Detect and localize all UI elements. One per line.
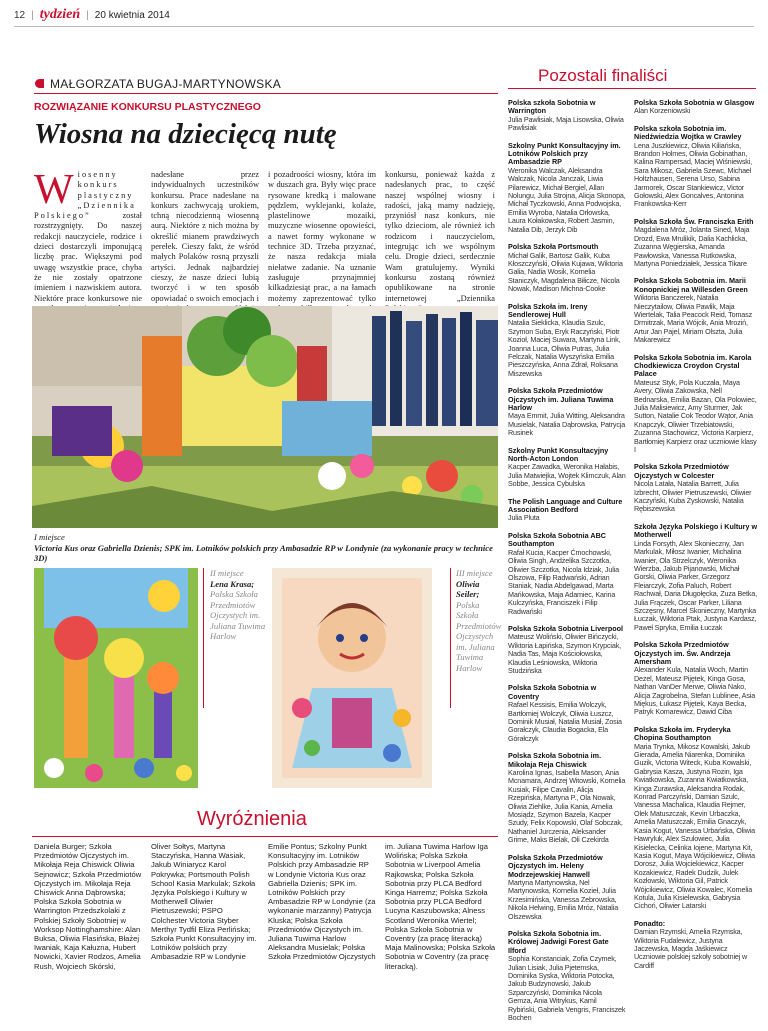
second-place-caption	[210, 568, 268, 642]
finalist-school-heading: Polska Szkoła Sobotnia im. Marii Konopnickiej na Willesden Green	[634, 276, 748, 294]
finalists-right-column	[634, 99, 758, 979]
finalist-names: Karolina Ignas, Isabella Mason, Ania Mcnamara, Andrzej Witowski, Kornelia Kusiak, Filipe Cavalin, Alicja Rzepińska, Martyna P., Ola Nowak, Oliwia Ziehlke, Julia Kania, Arnelia Mosiądz, Szymon Bazela, Kacper Szudy, Felix Kopowski, Olaf Sobczak, Nathaniel Jurczenia, Aleksander Grime, Maks Bielak, Oli Czekirda	[508, 768, 626, 845]
finalist-names: Magdalena Mróz, Jolanta Sined, Maja Drozd, Ewa Mrulikik, Dalia Kachlicka, Zuzanna Węgierska, Amanda Pawłowska, Vanessa Rutkowska, Martyna Poniedziałek, Jessica Tikare	[634, 225, 750, 268]
honors-title: Wyróżnienia	[197, 808, 307, 830]
finalist-names: Nicola Latała, Natalia Barrett, Julia Izbrecht, Oliwier Pietruszewski, Oliwier Kaczyński, Kuba Żyskowski, Natalia Rębiszewska	[634, 479, 752, 514]
finalist-names: Maria Trynka, Mikosz Kowalski, Jakub Gierada, Amelia Niarenka, Dominika Guzik, Victoria Witeck, Kuba Kowalski, Gabrysia Kasza, Justyna Rozin, Iga Kwiatkowska, Zuzanna Kwiatkowska, Kinga Zurawska, Aleksandra Rodak, Konrad Parczyński, Damian Szulc, Vanessa Machalica, Klaudia Rejmer, Olek Matuszczak, Kevin Urbaczka, Amelia Matuszczak, Emilia Gnaczyk, Kasia Kogut, Vanessa Urbańska, Oliwia Hawryluk, Alex Szulowiec, Julia Kisielecka, Celinka Iojene, Martyna Kit, Kasia Kogut, Maya Wójcikiewicz, Oliwia Dorosz, Julia Wojciekiewicz, Kacper Kozakiewicz, Radek Dudzik, Julek Kozłowski, Wiktoria Gil, Patrick Wójcikiewicz, Oliwia Kowalec, Kornelia Kotula, Julia Kisielewska, Gabrysia Cichoń, Oliwier Latarski	[634, 741, 755, 911]
finalist-names: Alexander Kula, Natalia Woch, Martin Dezel, Mateusz Pijętek, Kinga Gosa, Nathan VanDer Merwe, Oliwia Nako, Alicja Zagrobelna, Stefan Lublinee, Asia Miękus, Łukasz Pijętek, Kaya Becka, Patryk Komarewicz, Dawid Ciba	[634, 665, 756, 717]
finalist-school-heading: Polska szkoła Sobotnia im. Niedźwiedzia Wojtka w Crawley	[634, 123, 742, 142]
finalist-names: Mateusz Woliński, Oliwier Bińczycki, Wiktoria Łapińska, Szymon Krypciak, Nadia Tas, Maja Kościołowska, Klaudia Leśniowska, Wiktoria Studzińska	[508, 632, 621, 675]
newspaper-logo: tydzień	[39, 7, 81, 22]
finalist-school-heading: Polska Szkoła Sobotnia im. Karola Chodkiewicza Croydon Crystal Palace	[634, 352, 752, 379]
first-place-artwork	[32, 306, 498, 528]
finalists-left-column	[508, 99, 626, 1031]
honors-column-1: Daniela Burger; Szkoła Przedmiotów Ojczystych im. Mikołaja Reja Chiswick Oliwia Sejnowicz; Szkoła Przedmiotów Ojczystych im. Mikołaja Reja Chiswick Anna Dąbrowska; Polska Szkoła Sobotnia w Warrington Przedszkolaki z Polskiej Szkoły Sobotniej w Worksop Nottinghamshire: Alan Buksa, Oliwia Flasińska, Błażej Iwaniak, Kaja Kałuzna, Hubert Nowicki, Xavier Rodzos, Amelia Rush, Wojciech Skórski,	[34, 842, 142, 971]
honors-rule	[32, 836, 498, 837]
finalist-names: Sophia Konstanciak, Zofia Czymek, Julian Lisiak, Julia Pjetemska, Dominika Syska, Wiktoria Potocka, Jakub Budzynowski, Jakub Szparczyński, Dominika Nicola Gemza, Ania Witrykus, Kamil Rybiński, Gabriela Vengris, Franciszek Bochen	[508, 954, 626, 1022]
finalist-school-heading: Polska Szkoła Sobotnia im. Mikołaja Reja Chiswick	[508, 751, 602, 769]
finalist-school-heading: Polska Szkoła Sobotnia w Coventry	[508, 683, 597, 701]
finalist-school-heading: Polska Szkoła im. Fryderyka Chopina Southampton	[634, 724, 731, 743]
finalist-school-heading: Ponadto:	[634, 918, 666, 928]
page-header	[14, 6, 534, 24]
third-place-artwork	[34, 568, 198, 788]
finalist-names: Damian Rzymski, Amelia Rzymska, Wiktoria Fudalewicz, Justyna Jaczewska, Magda Jaśkiewicz Uczniowie polskiej szkoły sobotniej w Cardiff	[634, 927, 748, 970]
column-1-text: został rozstrzygnięty. Do naszej redakcji nauczyciele, rodzice i dzieci dostarczyli imponującą liczbę prac. Większymi pod uwagę wszystkie prace, chyba że nie zostały opatrzone imieniem i nazwiskiem autora. Niektóre prace konkursowe nie	[34, 211, 142, 303]
honors-column-3: Emilie Pontus; Szkolny Punkt Konsultacyjny im. Lotników Polskich przy Ambasadzie RP w Londynie Victoria Kus oraz Gabriella Dzienis; SPK im. Lotników Polskich przy Ambasadzie RP w Londynie (za wykonanie marzanny) Patrycja Kluska; Polska Szkoła Przedmiotów Ojczystych im. Juliana Tuwima Harlow Aleksandra Musielak; Polska Szkoła Przedmiotów Ojczystych	[268, 842, 376, 962]
section-label: ROZWIĄZANIE KONKURSU PLASTYCZNEGO	[34, 101, 261, 113]
finalist-names: Martyna Martynowska, Nel Martynowska, Kornelia Kozieł, Julia Krzesimińska, Vanessa Zebrowska, Nikola Helwing, Emilia Mróz, Natalia Olszewska	[508, 877, 619, 921]
finalist-names: Mateusz Styk, Pola Kuczała, Maya Avery, Oliwia Zakowska, Nell Bednarska, Emilia Bazan, Ola Polowiec, Julia Malisiewicz, Amy Sturmer, Jak Sutton, Natalie Cok Teodor Wątor, Ania Knapczyk, Oliwier Trzebiatowski, Zuzanna Stachowicz, Victoria Karpierz, Bartłomiej Karpierz oraz uczniowie klasy I	[634, 377, 757, 455]
finalist-names: Rafael Kessisis, Emilia Wolczyk, Bartłomiej Wolczyk, Oliwia Łuszcz, Dominik Musiał, Natalia Musiał, Zosia Gorałczyk, Claudia Bogacka, Ela Górałczyk	[508, 700, 622, 743]
finalist-names: Rafał Kucia, Kacper Ćmochowski, Oliwia Singh, Andżelika Szczotka, Oliwier Szczotka, Nicola Idziak, Julia Olszowa, Filip Radwański, Adrian Staniak, Nadia Abdelgawad, Marta Mańkowska, Maja Adamiec, Karina Kulczyńska, Franciszek i Filip Radwański	[508, 547, 619, 616]
third-place-school: Polska Szkoła Przedmiotów Ojczystych im. Juliana Tuwima Harlow	[456, 599, 502, 673]
finalist-school-heading: Polska Szkoła Sobotnia ABC Southampton	[508, 530, 606, 549]
finalist-school-heading: Polska Szkoła Przedmiotów Ojczystych im. Heleny Modrzejewskiej Hanwell	[508, 852, 603, 879]
finalists-rule	[508, 88, 756, 89]
second-place-photo	[272, 568, 432, 788]
finalists-title: Pozostali finaliści	[538, 66, 668, 85]
second-place-artwork	[272, 568, 432, 788]
finalist-names: Maya Emmit, Julia Witting, Aleksandra Musielak, Natalia Dąbrowska, Patrycja Rusinek	[508, 411, 626, 438]
drop-cap: W	[34, 167, 74, 213]
finalist-names: Lena Juszkiewicz, Oliwia Kiliańska, Brandon Holmes, Oliwia Gobinathan, Kalina Rampersad, Maciej Wiśniewski, Sara Mikosz, Gabriela Szewc, Michael Holtzhausen, Serena Urso, Sabina Jarmorek, Oscar Stankiewicz, Victor Gołowski, Alex Goncalves, Antonina Frankowska-Kerr	[634, 140, 753, 209]
header-separator: |	[31, 9, 34, 21]
header-rule	[14, 26, 754, 27]
second-place-name: Lena Krasa;	[210, 578, 255, 589]
third-place-photo	[34, 568, 198, 788]
third-place-label: III miejsce	[456, 568, 493, 578]
finalist-names: Alan Korzeniowski	[634, 106, 691, 116]
column-4-text: konkursu, ponieważ każda z nadesłanych prac, to część naszej wspólnej wiosny i radości, jaką mamy nadzieję, przyniósł nasz konkurs, nie tylko dzieciom, ale również ich rodzicom i nauczycielom, integrując ich we wspólnym celu. Drogie dzieci, serdecznie Wam gratulujemy. Wyniki konkursu zostaną również opublikowane na stronie internetowej „Dziennika	[385, 170, 495, 303]
author-marker-icon	[35, 79, 44, 88]
finalist-school-heading: Polska Szkoła Przedmiotów Ojczystych im. Św. Andrzeja Amersham	[634, 640, 731, 666]
finalist-names: Julia Pawlisiak, Maja Lisowska, Oliwia Pawlisiak	[508, 114, 624, 133]
finalist-names: Linda Forsyth, Alex Skonieczny, Jan Markulak, Miłosz Iwanier, Michalina Iwanier, Ola Strzelczyk, Weronika Wierzba, Jakub Pijanowski, Michał Gorski, Oliwia Parker, Grzegorz Fleiarczyk, Zofia Paluch, Robert Rachwał, Daria Długołęcka, Zuza Betka, Julia Frączek, Oscar Parker, Liliana Szczęsny, Marcel Skonieczny, Martynka Łuczak, Wiktoria Ptak, Justyna Kardasz, Paweł Spryka, Emilia Łuczak	[634, 538, 757, 632]
finalist-school-heading: Polska Szkoła Portsmouth	[508, 242, 599, 252]
finalist-school-heading: Polska Szkoła Sobotnia w Glasgow	[634, 98, 755, 107]
finalist-school-heading: Polska Szkoła Przedmiotów Ojczystych im. Juliana Tuwima Harlow	[508, 386, 614, 412]
column-1-opening: iosenny konkurs plastyczny „Dziennika Polskiego”	[34, 170, 136, 221]
finalist-school-heading: Polska szkoła Sobotnia w Warrington	[508, 98, 596, 116]
finalist-school-heading: Szkoła Języka Polskiego i Kultury w Motherwell	[634, 521, 758, 540]
third-place-name: Oliwia Seiler;	[456, 578, 480, 599]
third-place-caption	[456, 568, 502, 673]
first-place-winners: Victoria Kus oraz Gabriella Dzienis; SPK im. Lotników polskich przy Ambasadzie RP w Londynie (za wykonanie pracy w technice 3D)	[34, 542, 493, 563]
finalist-names: Kacper Zawadka, Weronika Hałabis, Julia Matwiejka, Wojtek Klimczuk, Alan Sobbe, Jessica Cybulska	[508, 462, 626, 489]
article-column-4	[385, 170, 495, 324]
finalist-names: Julia Pluta	[508, 513, 540, 523]
first-place-photo	[32, 306, 498, 528]
second-place-divider	[203, 568, 204, 708]
article-headline: Wiosna na dziecięcą nutę	[34, 118, 337, 150]
finalist-school-heading: Polska Szkoła Św. Franciszka Erith	[634, 216, 754, 226]
finalist-school-heading: Polska Szkoła Przedmiotów Ojczystych w Colcester	[634, 462, 729, 480]
header-separator-2: |	[86, 9, 89, 21]
finalist-names: Weronika Walczak, Aleksandra Walczak, Nicola Janczak, Liwia Pilarewicz, Michał Bergiel, Allan Nolungu, Julia Strojna, Alicja Skonopa, Michał Tyczkowski, Anna Podwojska, Emilia Wyroba, Natalia Orłowska, Laura Kołakowska, Robert Jasmin, Natalia Dib, Jerzyk Dib	[508, 165, 626, 234]
first-place-label: I miejsce	[34, 532, 65, 542]
second-place-label: II miejsce	[210, 568, 244, 578]
honors-column-4: im. Juliana Tuwima Harlow Iga Wolińska; Polska Szkoła Sobotnia w Liverpool Amelia Rajkowska; Polska Szkoła Sobotnia przy PLCA Bedford Kinga Harremz; Polska Szkoła Sobotnia przy PLCA Bedford Lucyna Kaszubowska; Alness Scotland Weronika Wiertel; Polska Szkoła Sobotnia w Coventry (za pracę literacką) Maja Malinowska; Polska Szkoła Sobotnia w Coventry (za pracę literacką).	[385, 842, 496, 971]
finalist-school-heading: Polska Szkoła im. Ireny Sendlerowej Hull	[508, 301, 588, 319]
issue-date: 20 kwietnia 2014	[94, 9, 170, 21]
author-byline: MAŁGORZATA BUGAJ-MARTYNOWSKA	[50, 77, 282, 91]
finalist-school-heading: Polska Szkoła Sobotnia Liverpool	[508, 623, 624, 633]
finalist-names: Wiktoria Banczerek, Natalia Nieczytailow, Oliwia Pawlik, Maja Wiertelak, Talia Peacock Reid, Tomasz Drmitrzak, Maria Wójcik, Ania Mroziń, Artur Jan Pajel, Miriam Olszta, Julia Makarewicz	[634, 293, 753, 345]
finalist-names: Natalia Sieklicka, Klaudia Szulc, Szymon Suba, Eryk Raczyński, Piotr Kozioł, Maciej Suwara, Martyna Link, Joanna Luca, Oliwia Putras, Julia Felczak, Natalia Wyszyńska Emilia Pieszczyńska, Anna Zdrał, Roksana Miszewska	[508, 318, 621, 378]
second-place-school: Polska Szkoła Przedmiotów Ojczystych im. Juliana Tuwima Harlow	[210, 589, 266, 641]
column-2-text: nadesłane przez indywidualnych uczestników konkursu. Prace nadesłane na konkurs zachwycają urokiem, tchną niecodzienną wiosenną aurą. Niektóre z nich można by określić mianem prawdziwych perełek. Cieszy fakt, że wśród małych Polaków rosną przyszli artyści. Jednak najbardziej cieszy, że nasze dzieci lubią tworzyć i w ten sposób opowiadać o swoich emocjach i	[151, 170, 259, 303]
finalist-school-heading: Szkolny Punkt Konsultacyjny im. Lotników Polskich przy Ambasadzie RP	[508, 140, 621, 167]
finalist-school-heading: Szkolny Punkt Konsultacyjny North-Acton London	[508, 445, 609, 464]
finalist-names: Michał Galik, Bartosz Galik, Kuba Kłoszczyński, Oliwia Kujawa, Wiktoria Galia, Nadia Wosik, Kornelia Staniczyk, Magdalena Biłicze, Nicola Nowak, Madison Michna-Cooke	[508, 250, 623, 294]
finalist-school-heading: The Polish Language and Culture Association Bedford	[508, 496, 623, 515]
page-number: 12	[14, 9, 26, 21]
author-rule	[34, 93, 498, 94]
honors-column-2: Oliver Sołtys, Martyna Staczyńska, Hanna Wasiak, Jakub Winiarycz Karol Pokrywka; Portsmouth Polish School Kasia Markulak; Szkoła Języka Polskiego i Kultury w Motherwell Oliwier Pietruszewski; PSPO Colchester Victoria Styber Merthyr Tydfil Eliza Perlińska; Szkoła Punkt Konsultacyjny im. Lotników polskich przy Ambasadzie RP w Londynie	[151, 842, 257, 962]
column-3-text: i pozadroości wiosny, która im w duszach gra. Były więc prace rysowane kredką i malowane pędzlem, wyklejanki, kolaże, plastelinowe mozaiki, muzyczne wiosenne opowieści, a nawet formy wykonane w technice 3D. Trzeba przyznać, że nasza redakcja miała niełatwe zadanie. Na uznanie zasługuje przynajmniej kilkadziesiąt prac, a na łamach możemy zaprezentować tylko	[268, 170, 376, 303]
first-place-caption	[34, 532, 496, 564]
third-place-divider	[450, 568, 451, 708]
finalist-school-heading: Polska Szkoła Sobotnia im. Królowej Jadwigi Forest Gate Ilford	[508, 928, 609, 955]
